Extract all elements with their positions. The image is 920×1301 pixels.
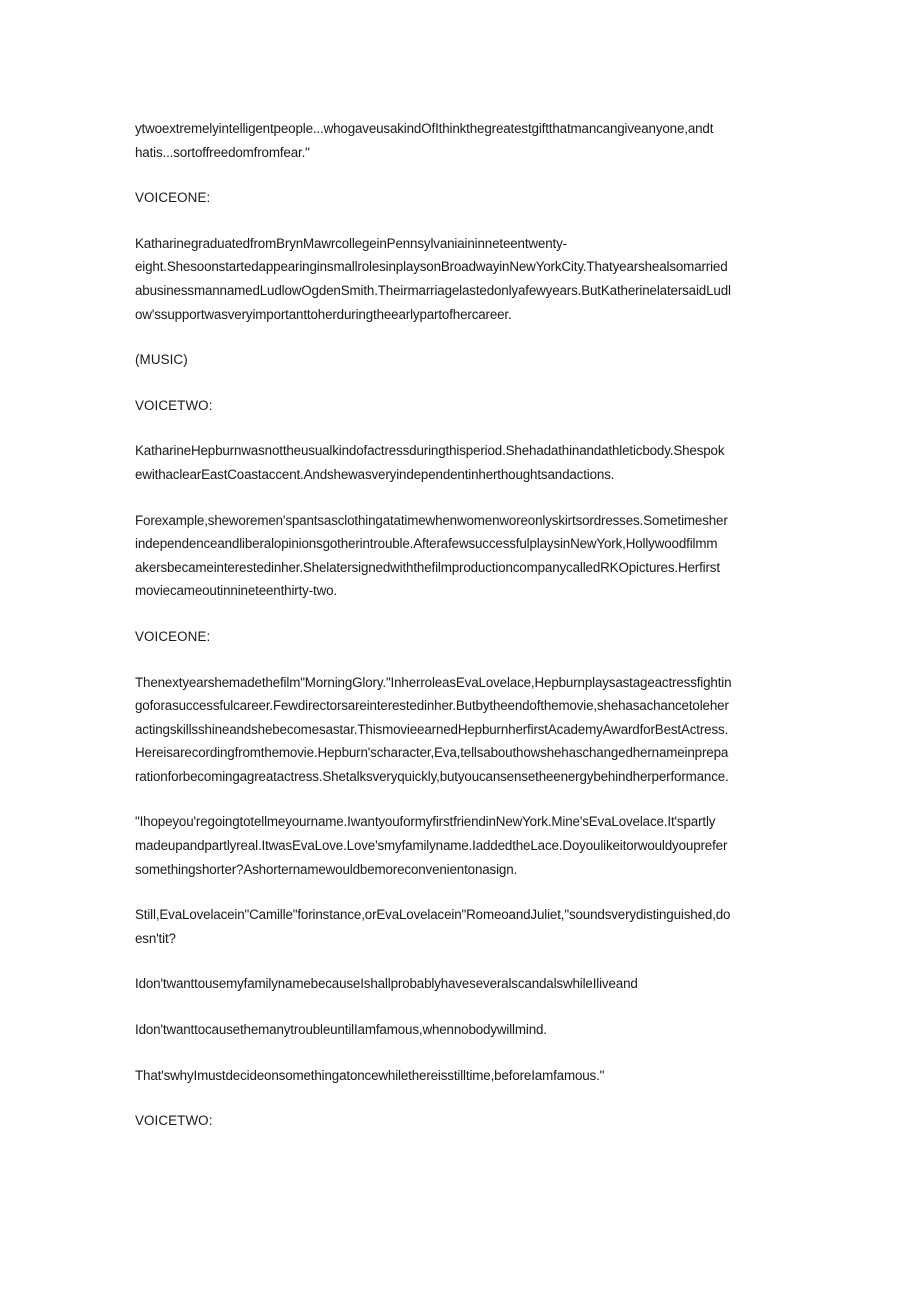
text-line: KatharinegraduatedfromBrynMawrcollegeinPennsylvaniaininneteentwenty- [135, 235, 567, 251]
text-line: esn'tit? [135, 930, 176, 946]
text-line: actingskillsshineandshebecomesastar.ThismovieearnedHepburnherfirstAcademyAwardforBestActress. [135, 721, 729, 737]
text-line: ewithaclearEastCoastaccent.Andshewasveryindependentinherthoughtsandactions. [135, 466, 615, 482]
speaker-label: VOICETWO: [135, 1113, 213, 1129]
text-line: hatis...sortoffreedomfromfear." [135, 144, 310, 160]
text-line: goforasuccessfulcareer.Fewdirectorsareinterestedinher.Butbytheendofthemovie,shehasachancetoleher [135, 698, 729, 714]
transcript-paragraph [135, 509, 785, 603]
text-line: ow'ssupportwasveryimportanttoherduringtheearlypartofhercareer. [135, 306, 512, 322]
text-line: Still,EvaLovelacein"Camille"forinstance,orEvaLovelacein"RomeoandJuliet,"soundsverydistinguished,do [135, 907, 731, 923]
text-line: ytwoextremelyintelligentpeople...whogaveusakindOfIthinkthegreatestgiftthatmancangiveanyone,andt [135, 121, 714, 136]
transcript-paragraph [135, 671, 785, 789]
transcript-paragraph [135, 439, 785, 486]
quote-paragraph [135, 903, 785, 950]
text-line: rationforbecomingagreatactress.Shetalksveryquickly,butyoucansensetheenergybehindherperformance. [135, 768, 729, 784]
text-line: madeupandpartlyreal.ItwasEvaLove.Love'smyfamilyname.IaddedtheLace.Doyoulikeitorwouldyouprefer [135, 838, 728, 854]
speaker-label: VOICEONE: [135, 190, 211, 206]
document-page [135, 117, 785, 1155]
text-line: Idon'twanttocausethemanytroubleuntilIamfamous,whennobodywillmind. [135, 1022, 547, 1038]
text-line: Thenextyearshemadethefilm"MorningGlory."InherroleasEvaLovelace,Hepburnplaysastageactressfightin [135, 674, 732, 690]
text-line: somethingshorter?Ashorternamewouldbemoreconvenientonasign. [135, 861, 518, 877]
text-line: abusinessmannamedLudlowOgdenSmith.Theirmarriagelastedonlyafewyears.ButKatherinelatersaidLudl [135, 282, 731, 298]
text-line: moviecameoutinnineteenthirty-two. [135, 583, 337, 599]
text-line: Forexample,sheworemen'spantsasclothingatatimewhenwomenworeonlyskirtsordresses.Sometimesher [135, 512, 728, 528]
text-line: independenceandliberalopinionsgotherintrouble.AfterafewsuccessfulplaysinNewYork,Hollywoodfilmm [135, 536, 718, 552]
music-cue: (MUSIC) [135, 352, 188, 368]
text-line: akersbecameinterestedinher.ShelatersignedwiththefilmproductioncompanycalledRKOpictures.Herfirst [135, 559, 720, 575]
text-line: Hereisarecordingfromthemovie.Hepburn'scharacter,Eva,tellsabouthowshehaschangedhernameinprepa [135, 745, 729, 761]
quote-paragraph [135, 1018, 785, 1042]
speaker-label: VOICETWO: [135, 397, 213, 413]
quote-paragraph [135, 972, 785, 996]
text-line: KatharineHepburnwasnottheusualkindofactressduringthisperiod.Shehadathinandathleticbody.Shespok [135, 443, 725, 459]
text-line: "Ihopeyou'regoingtotellmeyourname.IwantyouformyfirstfriendinNewYork.Mine'sEvaLovelace.It'spartly [135, 814, 716, 830]
transcript-paragraph [135, 117, 785, 164]
text-line: Idon'twanttousemyfamilynamebecauseIshallprobablyhaveseveralscandalswhileIliveand [135, 976, 638, 992]
transcript-paragraph [135, 232, 785, 326]
speaker-label: VOICEONE: [135, 628, 211, 644]
quote-paragraph [135, 810, 785, 881]
quote-paragraph [135, 1064, 785, 1088]
text-line: eight.ShesoonstartedappearinginsmallrolesinplaysonBroadwayinNewYorkCity.Thatyearshealsomarried [135, 259, 728, 275]
text-line: That'swhyImustdecideonsomethingatoncewhilethereisstilltime,beforeIamfamous." [135, 1067, 605, 1083]
